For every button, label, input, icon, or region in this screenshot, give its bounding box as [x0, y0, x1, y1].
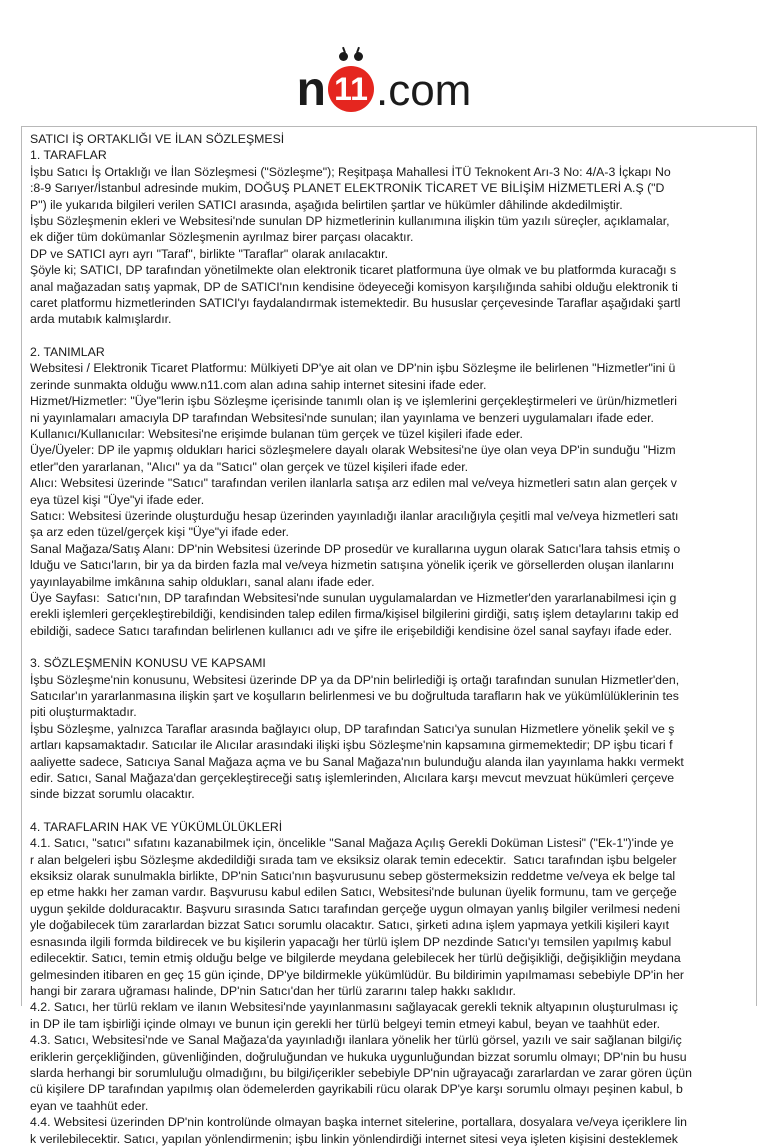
text-line: İşbu Sözleşme'nin konusunu, Websitesi üzerinde DP ya da DP'nin belirlediği iş ortağı tarafından sunulan Hizmetler'den,	[30, 672, 680, 687]
text-line: slarda herhangi bir sorumluluğu olmadığını, bu bilgi/içerikler sebebiyle DP'nin uğrayacağı zararlardan ve zarar gören üçün	[30, 1065, 692, 1080]
text-line: erekli işlemleri gerçekleştirebildiği, kendisinden talep edilen firma/kişisel bilgilerini girdiği, satış işlem detaylarını takip ed	[30, 607, 679, 622]
text-line: ebildiği, sadece Satıcı tarafından belirlenen kullanıcı adı ve şifre ile erişebildiği kendisine özel sanal sayfayı ifade eder.	[30, 623, 672, 638]
text-line: Şöyle ki; SATICI, DP tarafından yönetilmekte olan elektronik ticaret platformuna üye olmak ve bu platformda kuracağı s	[30, 263, 677, 278]
text-line: Satıcı: Websitesi üzerinde oluşturduğu hesap üzerinden yayınladığı ilanlar aracılığıyla çeşitli mal ve/veya hizmetleri satı	[30, 508, 679, 523]
text-line: artları kapsamaktadır. Satıcılar ile Alıcılar arasındaki ilişki işbu Sözleşme'nin kapsamına girmemektedir; DP işbu ticari f	[30, 738, 673, 753]
text-line: esnasında ilgili formda bildirecek ve bu kişilerin yapacağı her türlü işlem DP nezdinde Satıcı'yı temsilen yapılmış kabul	[30, 934, 672, 949]
text-line: şa arz eden tüzel/gerçek kişi "Üye"yi ifade eder.	[30, 525, 289, 540]
text-line: caret platformu hizmetlerinden SATICI'yı faydalandırmak istemektedir. Bu hususlar çerçevesinde Taraflar aşağıdaki şartl	[30, 296, 681, 311]
text-line: Satıcılar'ın yararlanmasına ilişkin şart ve koşulların belirlenmesi ve bu doğrultuda tarafların hak ve yükümlülüklerinin tes	[30, 689, 679, 703]
text-line: ni yayınlamaları amacıyla DP tarafından Websitesi'nde sunulan; ilan yayınlama ve benzeri uygulamaları ifade eder.	[30, 410, 654, 425]
text-line: yle doğabilecek tüm zararlardan bizzat Satıcı sorumlu olacaktır. Satıcı, şirketi adına işlem yapmaya yetkili kişileri kayıt	[30, 918, 670, 933]
text-line: zerinde sunmakta olduğu www.n11.com alan adına sahip internet sitesini ifade eder.	[30, 377, 487, 392]
text-line: Sanal Mağaza/Satış Alanı: DP'nin Websitesi üzerinde DP prosedür ve kurallarına uygun olarak Satıcı'lara tahsis etmiş o	[30, 541, 681, 556]
contract-section	[30, 819, 756, 1147]
text-line: SATICI İŞ ORTAKLIĞI VE İLAN SÖZLEŞMESİ	[30, 132, 285, 146]
text-line: piti oluşturmaktadır.	[30, 705, 137, 720]
text-line: 4.4. Websitesi üzerinden DP'nin kontrolünde olmayan başka internet sitelerine, portallara, dosyalara ve/veya içeriklere lin	[30, 1115, 687, 1130]
text-line: uygun şekilde dolduracaktır. Başvuru sırasında Satıcı tarafından gerçeğe uygun olmayan yanlış bilgiler verilmesi nedeni	[30, 901, 681, 916]
text-line: eya tüzel kişi "Üye"yi ifade eder.	[30, 492, 205, 507]
text-line: eriklerin gerçekliğinden, güvenliğinden, doğruluğundan ve hukuka uygunluğundan bizzat sorumlu olmayı; DP'nin bu husu	[30, 1049, 687, 1064]
text-line: 4.2. Satıcı, her türlü reklam ve ilanın Websitesi'nde yayınlanmasını sağlayacak gerekli teknik altyapının oluşturulması iç	[30, 1000, 679, 1015]
logo-dotcom: .com	[375, 66, 472, 115]
text-line: İşbu Satıcı İş Ortaklığı ve İlan Sözleşmesi ("Sözleşme"); Reşitpaşa Mahallesi İTÜ Teknokent Arı-3 No: 4/A-3 İçkapı No	[30, 164, 671, 179]
text-line: anal mağazadan satış yapmak, DP de SATICI'nın kendisine ödeyeceği komisyon karşılığında sahibi olduğu elektronik ti	[30, 279, 678, 294]
logo-n: n	[296, 63, 326, 116]
logo-eye-icon	[339, 52, 348, 61]
text-line: Hizmet/Hizmetler: "Üye"lerin işbu Sözleşme içerisinde tanımlı olan iş ve işlemlerini gerçekleştirmeleri ve ürün/hizmetleri	[30, 394, 678, 409]
text-line: edir. Satıcı, Sanal Mağaza'dan gerçekleştireceği satış işlemlerinden, Alıcılara karşı mevcut mevzuat hükümleri çerçeve	[30, 771, 675, 786]
text-line: aaliyette sadece, Satıcıya Sanal Mağaza açma ve bu Sanal Mağaza'nın bulunduğu alanda ilan yayınlama hakkı vermekt	[30, 754, 684, 769]
text-line: 2. TANIMLAR	[30, 344, 105, 359]
text-line: edilecektir. Satıcı, temin etmiş olduğu belge ve bilgilerde meydana gelebilecek her türlü değişikliği, değişikliğin meydana	[30, 951, 681, 966]
logo-eleven: 11	[334, 70, 368, 107]
contract-section	[30, 131, 756, 328]
text-line: DP ve SATICI ayrı ayrı "Taraf", birlikte "Taraflar" olarak anılacaktır.	[30, 246, 389, 261]
text-line: yayınlayabilme imkânına sahip oldukları, sanal alanı ifade eder.	[30, 574, 375, 589]
text-line: Kullanıcı/Kullanıcılar: Websitesi'ne erişimde bulanan tüm gerçek ve tüzel kişileri ifade eder.	[30, 426, 523, 441]
text-line: Websitesi / Elektronik Ticaret Platformu: Mülkiyeti DP'ye ait olan ve DP'nin işbu Sözleşme ile belirlenen "Hizmetler"ini ü	[30, 361, 676, 376]
text-line: arda mutabık kalmışlardır.	[30, 312, 172, 327]
text-line: Üye Sayfası: Satıcı'nın, DP tarafından Websitesi'nde sunulan uygulamalardan ve Hizmetler'den yararlanabilmesi için g	[30, 590, 677, 605]
text-line: sinde bizzat sorumlu olacaktır.	[30, 787, 195, 802]
text-line: Alıcı: Websitesi üzerinde "Satıcı" tarafından verilen ilanlarla satışa arz edilen mal ve/veya hizmetleri satın alan gerçek v	[30, 476, 677, 491]
text-line: 4.3. Satıcı, Websitesi'nde ve Sanal Mağaza'da yayınladığı ilanlara yönelik her türlü görsel, yazılı ve sair sağlanan bilgi/iç	[30, 1033, 682, 1048]
logo-eye-icon	[354, 52, 363, 61]
text-line: eksiksiz olarak sunulmakla birlikte, DP'nin Satıcı'nın başvurusunu sebep göstermeksizin reddetme ve/veya ek belge tal	[30, 869, 676, 884]
text-line: in DP ile tam işbirliği içinde olmayı ve bunun için gerekli her türlü belgeyi temin etmeyi kabul, beyan ve taahhüt eder.	[30, 1016, 660, 1031]
text-line: gelmesinden itibaren en geç 15 gün içinde, DP'ye bildirmekle yükümlüdür. Bu bildirimin yapılmaması sebebiyle DP'in her	[30, 967, 685, 982]
text-line: hangi bir zarara uğraması halinde, DP'nin Satıcı'dan her türlü zararını talep hakkı saklıdır.	[30, 983, 516, 998]
text-line: Üye/Üyeler: DP ile yapmış oldukları harici sözleşmelere dayalı olarak Websitesi'ne üye olan veya DP'in sunduğu "Hizm	[30, 443, 676, 458]
text-line: ep etme hakkı her zaman vardır. Başvurusu kabul edilen Satıcı, Websitesi'nde bulunan üyelik formunu, tam ve gerçeğe	[30, 885, 677, 900]
text-line: r alan belgeleri işbu Sözleşme akdedildiği sırada tam ve eksiksiz olarak temin edecektir. Satıcı tarafından işbu belgeler	[30, 852, 677, 867]
text-line: İşbu Sözleşmenin ekleri ve Websitesi'nde sunulan DP hizmetlerinin kullanımına ilişkin tüm yazılı süreçler, açıklamalar,	[30, 214, 670, 229]
contract-section	[30, 655, 756, 803]
contract-section	[30, 344, 756, 639]
text-line: ek diğer tüm dokümanlar Sözleşmenin ayrılmaz birer parçası olacaktır.	[30, 230, 414, 245]
text-line: :8-9 Sarıyer/İstanbul adresinde mukim, DOĞUŞ PLANET ELEKTRONİK TİCARET VE BİLİŞİM HİZMETLERİ A.Ş ("D	[30, 181, 665, 196]
text-line: 1. TARAFLAR	[30, 148, 107, 163]
n11-logo	[0, 56, 768, 116]
text-line: lduğu ve Satıcı'ların, bir ya da birden fazla mal ve/veya hizmetin satışına yönelik içerik ve görsellerden oluşan ilanlarını	[30, 558, 675, 573]
text-line: 4.1. Satıcı, "satıcı" sıfatını kazanabilmek için, öncelikle "Sanal Mağaza Açılış Gerekli Doküman Listesi" ("Ek-1")'inde ye	[30, 836, 674, 851]
text-line: P") ile yukarıda bilgileri verilen SATICI arasında, aşağıda belirtilen şartlar ve hükümler dâhilinde akdedilmiştir.	[30, 197, 623, 212]
text-line: etler"den yararlanan, "Alıcı" ya da "Satıcı" olan gerçek ve tüzel kişileri ifade eder.	[30, 459, 469, 474]
text-line: İşbu Sözleşme, yalnızca Taraflar arasında bağlayıcı olup, DP tarafından Satıcı'ya sunulan Hizmetlere yönelik şekil ve ş	[30, 721, 675, 736]
logo-11-badge	[328, 66, 374, 112]
text-line: 3. SÖZLEŞMENİN KONUSU VE KAPSAMI	[30, 656, 266, 671]
text-line: k verilebilecektir. Satıcı, yapılan yönlendirmenin; işbu linkin yönlendirdiği internet sitesi veya işleten kişisini desteklemek	[30, 1131, 678, 1146]
text-line: 4. TARAFLARIN HAK VE YÜKÜMLÜLÜKLERİ	[30, 819, 283, 834]
text-line: cü kişilere DP tarafından yapılmış olan ödemelerden gayrikabili rücu olarak DP'ye karşı sorumlu olmayı peşinen kabul, b	[30, 1082, 683, 1097]
text-line: eyan ve taahhüt eder.	[30, 1098, 149, 1113]
contract-text-body	[21, 126, 757, 1146]
